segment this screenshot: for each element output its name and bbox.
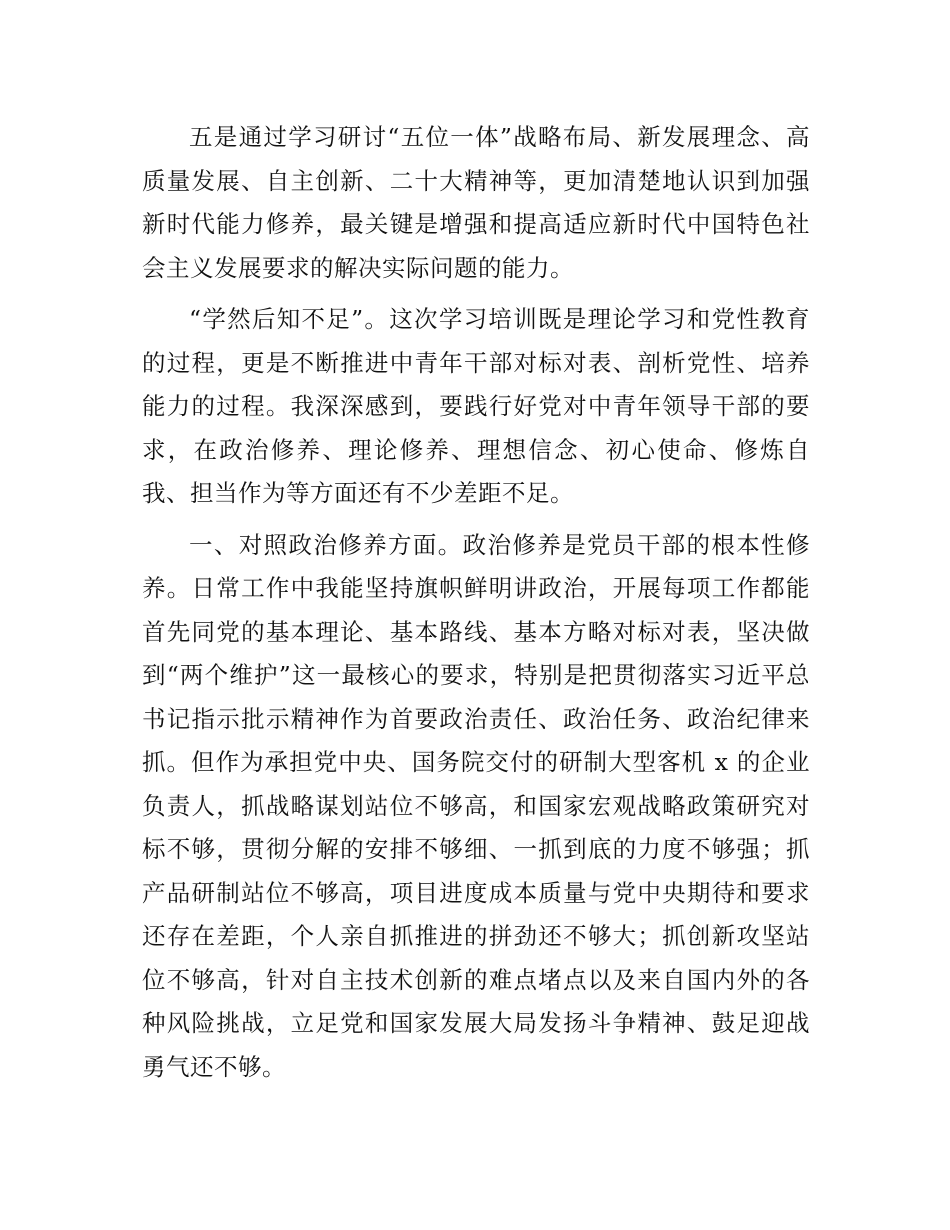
paragraph-1: 五是通过学习研讨“五位一体”战略布局、新发展理念、高质量发展、自主创新、二十大精神等，更加清楚地认识到加强新时代能力修养，最关键是增强和提高适应新时代中国特色社会主义发展要求的解决实际问题的能力。 [142, 123, 810, 282]
paragraph-3: 一、对照政治修养方面。政治修养是党员干部的根本性修养。日常工作中我能坚持旗帜鲜明讲政治，开展每项工作都能首先同党的基本理论、基本路线、基本方略对标对表，坚决做到“两个维护”这一最核心的要求，特别是把贯彻落实习近平总书记指示批示精神作为首要政治责任、政治任务、政治纪律来抓。但作为承担党中央、国务院交付的研制大型客机 x 的企业负责人，抓战略谋划站位不够高，和国家宏观战略政策研究对标不够，贯彻分解的安排不够细、一抓到底的力度不够强；抓产品研制站位不够高，项目进度成本质量与党中央期待和要求还存在差距，个人亲自抓推进的拼劲还不够大；抓创新攻坚站位不够高，针对自主技术创新的难点堵点以及来自国内外的各种风险挑战，立足党和国家发展大局发扬斗争精神、鼓足迎战勇气还不够。 [142, 530, 810, 1081]
paragraph-2: “学然后知不足”。这次学习培训既是理论学习和党性教育的过程，更是不断推进中青年干部对标对表、剖析党性、培养能力的过程。我深深感到，要践行好党对中青年领导干部的要求，在政治修养、理论修养、理想信念、初心使命、修炼自我、担当作为等方面还有不少差距不足。 [142, 305, 810, 507]
